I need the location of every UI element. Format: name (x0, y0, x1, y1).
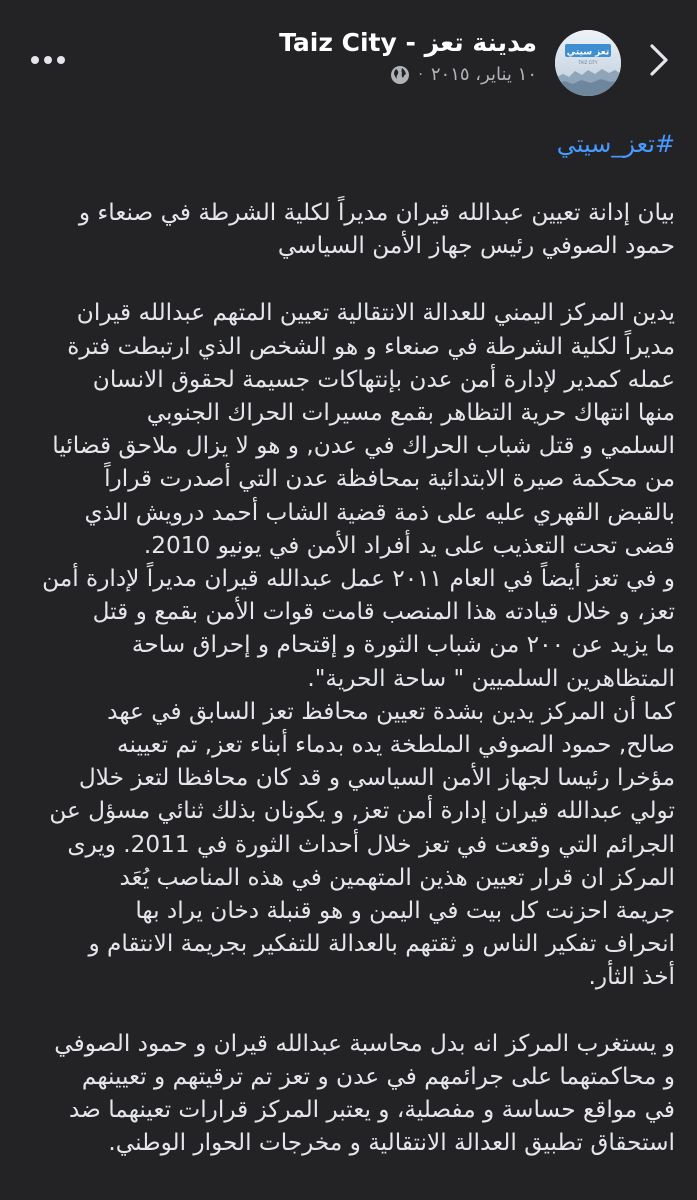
text-line: انحراف تفكير الناس و ثقتهم بالعدالة للتفكير بجريمة الانتقام و (88, 930, 675, 958)
text-line: صالح, حمود الصوفي الملطخة يده بدماء أبناء تعز, تم تعيينه (117, 731, 675, 759)
globe-icon (390, 65, 410, 85)
text-line: مديراً لكلية الشرطة في صنعاء و هو الشخص الذي ارتبطت فترة (67, 332, 675, 360)
text-line: عمله كمدير لإدارة أمن عدن بإنتهاكات جسيمة لحقوق الانسان (92, 365, 675, 393)
logo-subtext: TAIZ CITY (578, 60, 598, 65)
text-line: استحقاق تطبيق العدالة الانتقالية و مخرجات الحوار الوطني. (108, 1129, 675, 1157)
text-line: السلمي و قتل شباب الحراك في عدن, و هو لا يزال ملاحق قضائيا (52, 432, 675, 460)
text-line: ما يزيد عن ٢٠٠ من شباب الثورة و إقتحام و إحراق ساحة (131, 631, 675, 659)
post-title (15, 196, 675, 262)
text-line: المركز ان قرار تعيين هذين المتهمين في هذه المناصب يُعَد (119, 863, 675, 891)
post-date[interactable]: ١٠ يناير، ٢٠١٥ (430, 64, 537, 85)
post-body (15, 118, 675, 1159)
text-line: منها انتهاك حرية التظاهر بقمع مسيرات الحراك الجنوبي (146, 399, 675, 427)
text-line: مؤخرا رئيسا لجهاز الأمن السياسي و قد كان محافظا لتعز خلال (78, 764, 675, 792)
taiz-city-logo-icon (555, 30, 621, 96)
post-paragraph-1 (15, 296, 675, 694)
text-line: من محكمة صيرة الابتدائية بمحافظة عدن التي أصدرت قراراً (104, 465, 675, 493)
text-line: المتظاهرين السلميين " ساحة الحرية". (307, 664, 675, 692)
text-line: يدين المركز اليمني للعدالة الانتقالية تعيين المتهم عبدالله قيران (76, 299, 675, 327)
post-header (0, 0, 697, 118)
text-line: و في تعز أيضاً في العام ٢٠١١ عمل عبدالله قيران مديراً لإدارة أمن (42, 565, 675, 593)
text-line: تولي عبدالله قيران إدارة أمن تعز, و يكونان بذلك ثنائي مسؤل عن (49, 797, 675, 825)
logo-text: تعز سيتي (566, 47, 610, 58)
text-line: تعز، و خلال قيادته هذا المنصب قامت قوات الأمن بقمع و قتل (92, 598, 675, 626)
separator-dot: · (418, 66, 423, 83)
more-options-button[interactable] (26, 40, 70, 80)
text-line: كما أن المركز يدين بشدة تعيين محافظ تعز السابق في عهد (107, 697, 675, 725)
text-line: جريمة احزنت كل بيت في اليمن و هو قنبلة دخان يراد بها (135, 897, 675, 925)
more-horizontal-icon (30, 55, 66, 65)
text-line: قضى تحت التعذيب على يد أفراد الأمن في يونيو 2010. (143, 531, 675, 559)
text-line: بالقبض القهري عليه على ذمة قضية الشاب أحمد درويش الذي (84, 498, 675, 526)
chevron-right-icon (649, 43, 669, 77)
back-button[interactable] (639, 36, 679, 84)
text-line: الجرائم التي وقعت في تعز خلال أحداث الثورة في 2011. ويرى (67, 830, 675, 858)
text-line: و محاكمتهما على جرائمهم في عدن و تعز تم ترقيتهم و تعيينهم (81, 1062, 675, 1090)
text-line: أخذ الثأر. (588, 963, 675, 991)
post-paragraph-3 (15, 1027, 675, 1160)
post-meta (390, 64, 537, 85)
text-line: بيان إدانة تعيين عبدالله قيران مديراً لكلية الشرطة في صنعاء و (78, 199, 675, 226)
text-line: و يستغرب المركز انه بدل محاسبة عبدالله قيران و حمود الصوفي (54, 1029, 675, 1057)
page-name[interactable]: مدينة تعز - Taiz City (279, 28, 537, 57)
page-avatar[interactable] (555, 30, 621, 96)
text-line: حمود الصوفي رئيس جهاز الأمن السياسي (277, 232, 675, 260)
text-line: في مواقع حساسة و مفصلية، و يعتبر المركز قرارات تعينهما ضد (69, 1096, 675, 1124)
hashtag-link[interactable]: #تعز_سيتي (556, 130, 675, 158)
post-paragraph-2 (15, 695, 675, 994)
